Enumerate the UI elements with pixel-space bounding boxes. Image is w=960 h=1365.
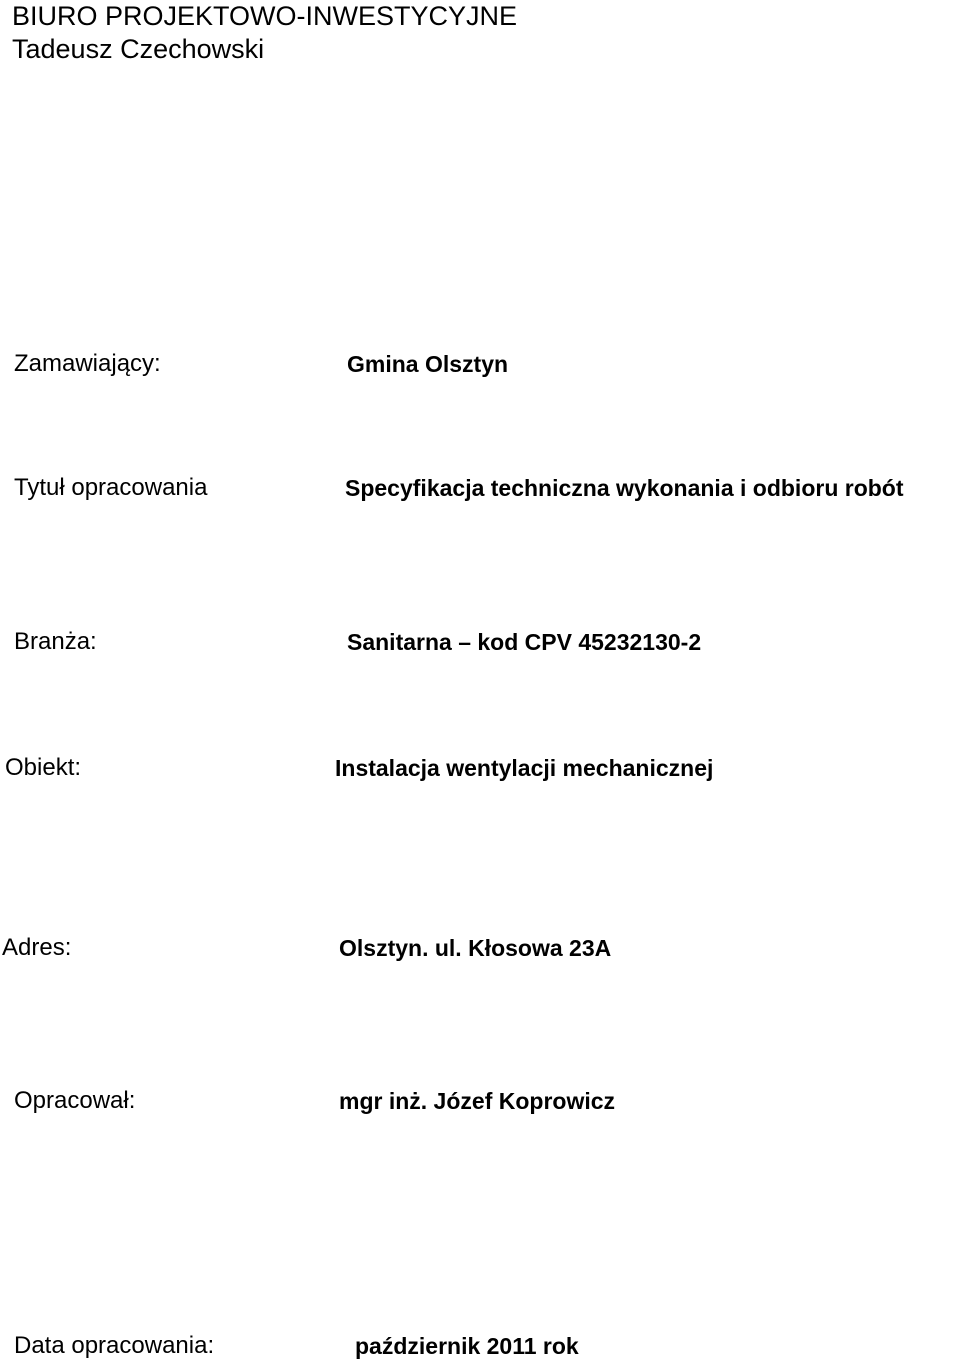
branch-value: Sanitarna – kod CPV 45232130-2 [347, 629, 702, 655]
header-person: Tadeusz Czechowski [12, 34, 265, 64]
object-label: Obiekt: [5, 754, 82, 781]
address-label: Adres: [2, 934, 72, 961]
author-value: mgr inż. Józef Koprowicz [339, 1088, 616, 1114]
date-value: październik 2011 rok [355, 1333, 579, 1359]
title-label: Tytuł opracowania [14, 474, 208, 501]
address-value: Olsztyn. ul. Kłosowa 23A [339, 935, 612, 961]
client-label: Zamawiający: [14, 350, 161, 377]
header-company: BIURO PROJEKTOWO-INWESTYCYJNE [12, 1, 518, 31]
client-value: Gmina Olsztyn [347, 351, 509, 377]
author-label: Opracował: [14, 1087, 136, 1114]
date-label: Data opracowania: [14, 1332, 215, 1359]
branch-label: Branża: [14, 628, 97, 655]
object-value: Instalacja wentylacji mechanicznej [335, 755, 714, 781]
title-value: Specyfikacja techniczna wykonania i odbioru robót [345, 475, 904, 501]
